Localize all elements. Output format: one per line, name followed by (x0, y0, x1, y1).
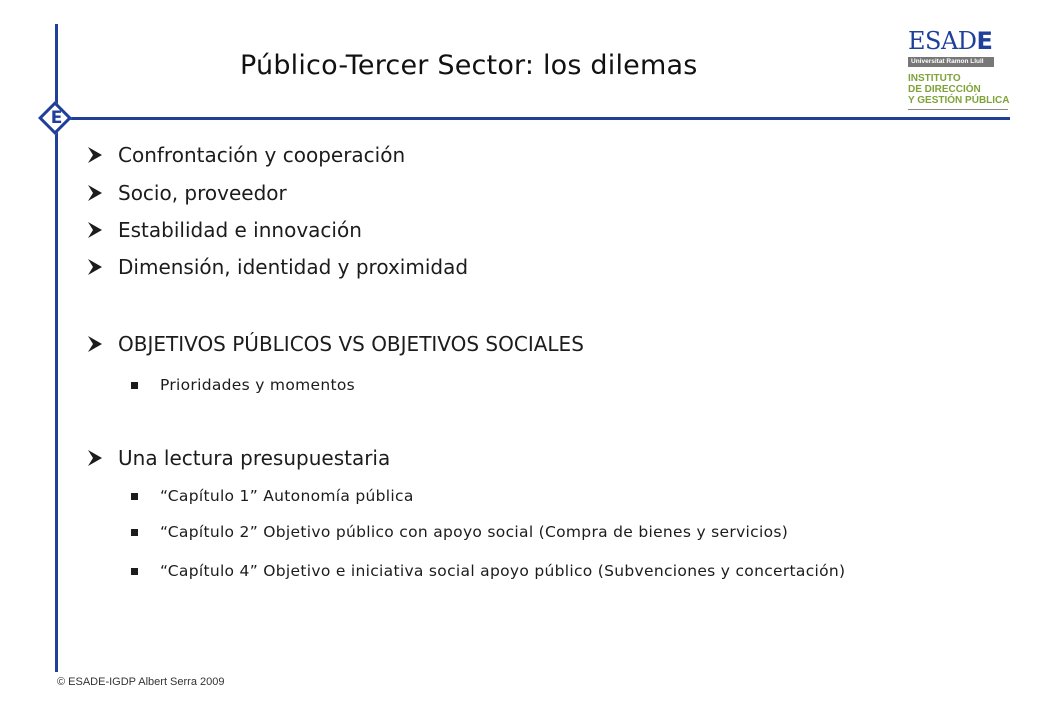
logo-institute-line-1: INSTITUTO (908, 73, 961, 84)
logo-name-prefix: ESAD (908, 27, 977, 55)
sub-bullet-text: “Capítulo 1” Autonomía pública (160, 487, 414, 505)
arrow-bullet-icon (84, 447, 106, 469)
arrow-bullet-icon (84, 182, 106, 204)
bullet-text: Confrontación y cooperación (118, 143, 406, 167)
bullet-text: Socio, proveedor (118, 181, 287, 205)
bullet-text: OBJETIVOS PÚBLICOS VS OBJETIVOS SOCIALES (118, 332, 584, 356)
bullet-text: Estabilidad e innovación (118, 218, 362, 242)
arrow-bullet-icon (84, 333, 106, 355)
square-bullet-icon (131, 529, 138, 536)
bullet-text: Dimensión, identidad y proximidad (118, 255, 469, 279)
footer-copyright: © ESADE-IGDP Albert Serra 2009 (57, 676, 225, 688)
square-bullet-icon (131, 493, 138, 500)
logo-institute-line-2: DE DIRECCIÓN (908, 84, 981, 95)
logo-name-last: E (976, 27, 993, 55)
logo-name (908, 28, 1008, 54)
header-horizontal-rule (55, 117, 1010, 120)
logo-institute (908, 73, 1008, 106)
sub-bullet-text: Prioridades y momentos (160, 376, 356, 394)
arrow-bullet-icon (84, 219, 106, 241)
slide-title: Público-Tercer Sector: los dilemas (240, 50, 698, 81)
logo-underline (908, 109, 1008, 110)
arrow-bullet-icon (84, 256, 106, 278)
esade-logo (908, 28, 1008, 110)
arrow-bullet-icon (84, 144, 106, 166)
logo-university-bar: Universitat Ramon Llull (908, 57, 994, 67)
square-bullet-icon (131, 568, 138, 575)
logo-institute-line-3: Y GESTIÓN PÚBLICA (908, 95, 1010, 106)
bullet-text: Una lectura presupuestaria (118, 446, 391, 470)
diamond-marker-letter: E (50, 108, 63, 128)
square-bullet-icon (131, 382, 138, 389)
sub-bullet-text: “Capítulo 4” Objetivo e iniciativa social apoyo público (Subvenciones y concertación) (160, 562, 846, 580)
sub-bullet-text: “Capítulo 2” Objetivo público con apoyo social (Compra de bienes y servicios) (160, 523, 789, 541)
